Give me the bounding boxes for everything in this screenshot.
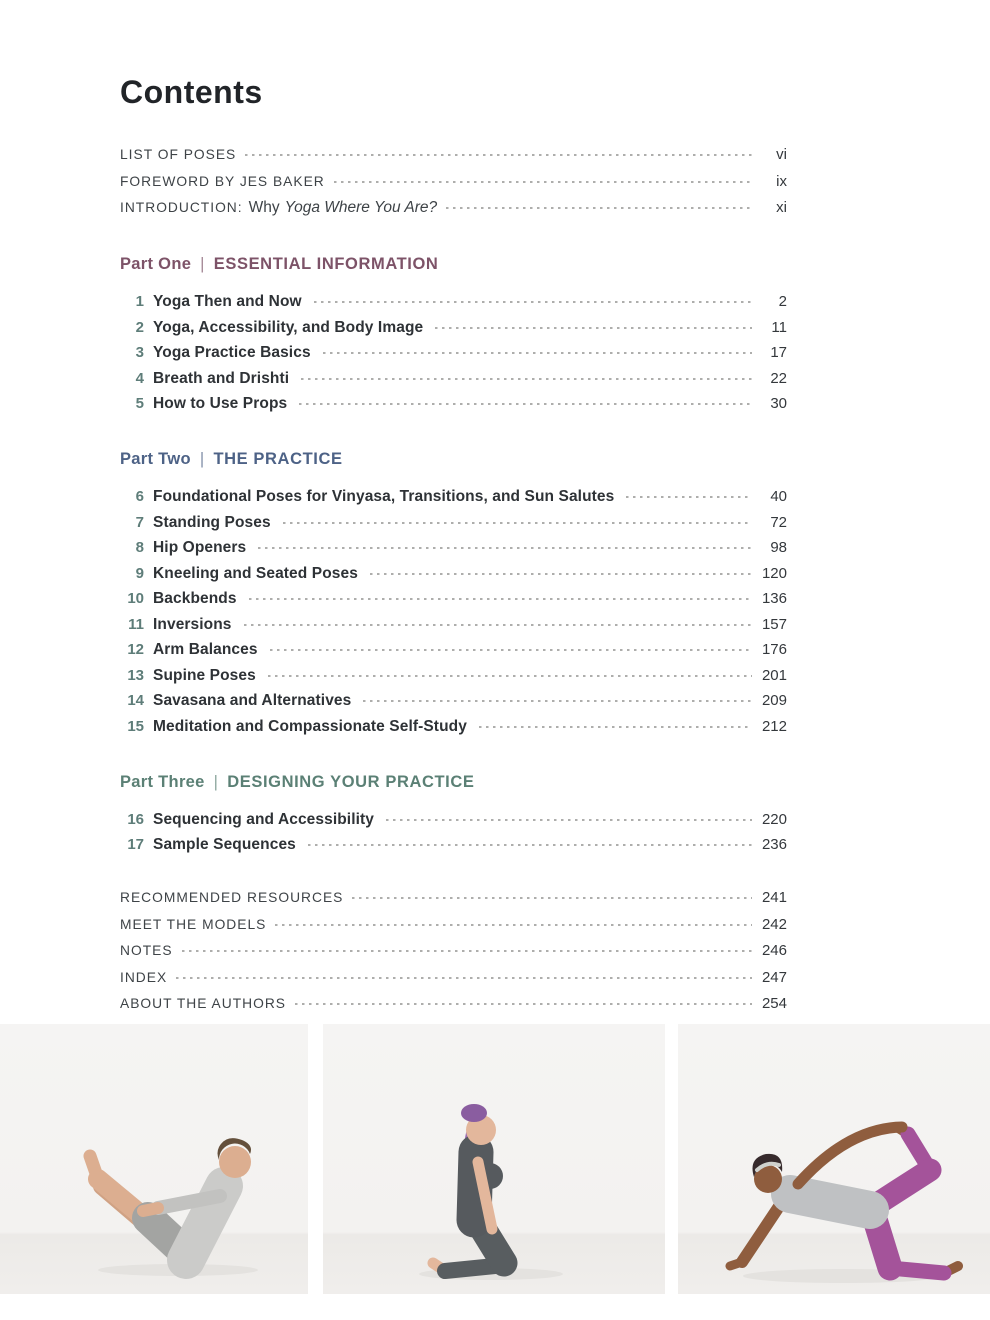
dot-leader — [268, 675, 752, 677]
toc-label-book-title: Yoga Where You Are? — [284, 199, 438, 216]
toc-row-index — [120, 969, 787, 986]
page-number: 247 — [761, 968, 787, 986]
chapter-title: Backbends — [153, 590, 237, 607]
toc-chapter-row — [120, 514, 787, 531]
dot-leader — [386, 819, 752, 821]
toc-label: ABOUT THE AUTHORS — [120, 996, 286, 1011]
dot-leader — [295, 1003, 752, 1005]
toc-chapter-row — [120, 488, 787, 505]
page-number: 201 — [761, 666, 787, 684]
chapter-title: Sample Sequences — [153, 836, 296, 853]
part-two-chapter-list — [120, 488, 787, 735]
toc-chapter-row — [120, 565, 787, 582]
pipe-divider: | — [213, 772, 219, 791]
page-number: 40 — [770, 488, 787, 505]
boat-pose-photo — [0, 1024, 308, 1294]
part-title: ESSENTIAL INFORMATION — [213, 255, 439, 273]
part-title: DESIGNING YOUR PRACTICE — [227, 772, 475, 791]
part-one-header — [120, 255, 787, 273]
dot-leader — [314, 301, 752, 303]
dot-leader — [244, 624, 752, 626]
dot-leader — [275, 924, 752, 926]
dot-leader — [334, 181, 752, 183]
toc-row-about-the-authors — [120, 995, 787, 1012]
chapter-number: 8 — [135, 539, 144, 556]
dot-leader — [176, 977, 752, 979]
table-of-contents — [120, 0, 787, 1022]
chapter-number: 6 — [135, 488, 144, 505]
toc-label: FOREWORD BY JES BAKER — [120, 173, 325, 189]
part-label: Part Two — [120, 450, 191, 468]
dot-leader — [446, 207, 752, 209]
page-number: 236 — [761, 836, 787, 853]
chapter-number: 7 — [135, 513, 144, 531]
chapter-title: Inversions — [153, 615, 232, 633]
dot-leader — [182, 950, 752, 952]
chapter-number: 15 — [127, 717, 144, 735]
chapter-number: 13 — [127, 666, 144, 684]
page-number: xi — [776, 199, 787, 216]
chapter-title: Yoga, Accessibility, and Body Image — [153, 318, 424, 336]
dot-leader — [323, 352, 752, 354]
dot-leader — [352, 897, 752, 899]
chapter-title: Savasana and Alternatives — [153, 692, 352, 709]
chapter-title: Standing Poses — [153, 513, 271, 531]
chapter-title: Kneeling and Seated Poses — [153, 564, 358, 582]
chapter-number: 5 — [135, 395, 144, 412]
chapter-number: 4 — [135, 369, 144, 387]
chapter-number: 3 — [135, 344, 144, 361]
chapter-title: Supine Poses — [153, 666, 256, 684]
page-title: Contents — [120, 74, 263, 110]
dot-leader — [258, 547, 752, 549]
back-matter-list — [120, 889, 787, 1012]
chapter-number: 16 — [127, 810, 144, 828]
dot-leader — [626, 496, 752, 498]
part-title: THE PRACTICE — [213, 450, 343, 468]
page-number: 209 — [761, 692, 787, 709]
pipe-divider: | — [199, 450, 205, 468]
dot-leader — [363, 700, 752, 702]
page-number: 246 — [761, 942, 787, 959]
page-number: 11 — [771, 318, 787, 336]
dot-leader — [479, 726, 752, 728]
part-label: Part Three — [120, 772, 205, 791]
front-matter-list — [120, 146, 787, 217]
pipe-divider: | — [200, 255, 205, 273]
page-number: 2 — [778, 293, 787, 310]
toc-chapter-row — [120, 718, 787, 735]
toc-chapter-row — [120, 641, 787, 658]
toc-row-foreword — [120, 173, 787, 190]
dot-leader — [308, 844, 752, 846]
toc-label: INTRODUCTION: — [120, 200, 243, 215]
dot-leader — [245, 154, 752, 156]
part-three-header — [120, 773, 787, 791]
page-number: 98 — [770, 539, 787, 556]
toc-row-recommended-resources — [120, 889, 787, 906]
page-number: 136 — [761, 590, 787, 607]
boat-pose-figure — [0, 1024, 308, 1294]
toc-chapter-row — [120, 667, 787, 684]
toc-chapter-row — [120, 590, 787, 607]
page-number: 157 — [761, 615, 787, 633]
page-number: 242 — [761, 915, 787, 933]
dot-leader — [270, 649, 752, 651]
page-number: 176 — [761, 641, 787, 658]
dot-leader — [301, 378, 752, 380]
chapter-title: Yoga Practice Basics — [153, 344, 311, 361]
toc-row-meet-the-models — [120, 916, 787, 933]
toc-chapter-row — [120, 539, 787, 556]
chapter-number: 9 — [135, 564, 144, 582]
chapter-number: 2 — [135, 318, 144, 336]
chapter-title: How to Use Props — [153, 395, 288, 412]
toc-label: NOTES — [120, 943, 173, 958]
page-number: 120 — [761, 564, 787, 582]
chapter-title: Hip Openers — [153, 539, 247, 556]
chapter-title: Yoga Then and Now — [153, 293, 302, 310]
toc-label: MEET THE MODELS — [120, 916, 267, 932]
chapter-number: 14 — [127, 692, 144, 709]
chapter-title: Foundational Poses for Vinyasa, Transitions, and Sun Salutes — [153, 488, 615, 505]
tiger-pose-photo — [678, 1024, 990, 1294]
page-number: 22 — [770, 369, 787, 387]
toc-chapter-row — [120, 344, 787, 361]
tiger-pose-figure — [678, 1024, 990, 1294]
page-number: ix — [776, 172, 787, 190]
part-one-chapter-list — [120, 293, 787, 412]
page-number: 17 — [770, 344, 787, 361]
part-two-header — [120, 450, 787, 468]
toc-label: RECOMMENDED RESOURCES — [120, 890, 344, 905]
toc-chapter-row — [120, 319, 787, 336]
dot-leader — [249, 598, 752, 600]
chapter-number: 10 — [127, 590, 144, 607]
page-number: 30 — [770, 395, 787, 412]
toc-chapter-row — [120, 370, 787, 387]
chapter-number: 12 — [127, 641, 144, 658]
page-number: vi — [776, 146, 787, 163]
toc-chapter-row — [120, 293, 787, 310]
page-number: 254 — [761, 995, 787, 1012]
chapter-number: 17 — [127, 836, 144, 853]
toc-row-list-of-poses — [120, 146, 787, 163]
page-number: 220 — [761, 810, 787, 828]
toc-label: INDEX — [120, 969, 168, 985]
toc-row-notes — [120, 942, 787, 959]
photo-strip — [0, 1024, 990, 1294]
chapter-number: 11 — [128, 615, 144, 633]
toc-chapter-row — [120, 692, 787, 709]
toc-chapter-row — [120, 811, 787, 828]
page-number: 72 — [770, 513, 787, 531]
toc-row-introduction — [120, 199, 787, 217]
part-three-chapter-list — [120, 811, 787, 854]
dot-leader — [283, 522, 752, 524]
chapter-title: Arm Balances — [153, 641, 258, 658]
chapter-title: Meditation and Compassionate Self-Study — [153, 717, 467, 735]
dot-leader — [299, 403, 752, 405]
dot-leader — [370, 573, 752, 575]
part-label: Part One — [120, 255, 192, 273]
chapter-number: 1 — [135, 293, 144, 310]
toc-label-regular: Why — [248, 199, 280, 216]
chapter-title: Sequencing and Accessibility — [153, 810, 375, 828]
page-number: 241 — [761, 889, 787, 906]
toc-chapter-row — [120, 836, 787, 853]
toc-label: LIST OF POSES — [120, 147, 237, 162]
kneeling-pose-photo — [323, 1024, 665, 1294]
toc-chapter-row — [120, 616, 787, 633]
toc-chapter-row — [120, 395, 787, 412]
chapter-title: Breath and Drishti — [153, 369, 290, 387]
kneeling-pose-figure — [323, 1024, 665, 1294]
page-number: 212 — [761, 717, 787, 735]
dot-leader — [435, 327, 752, 329]
